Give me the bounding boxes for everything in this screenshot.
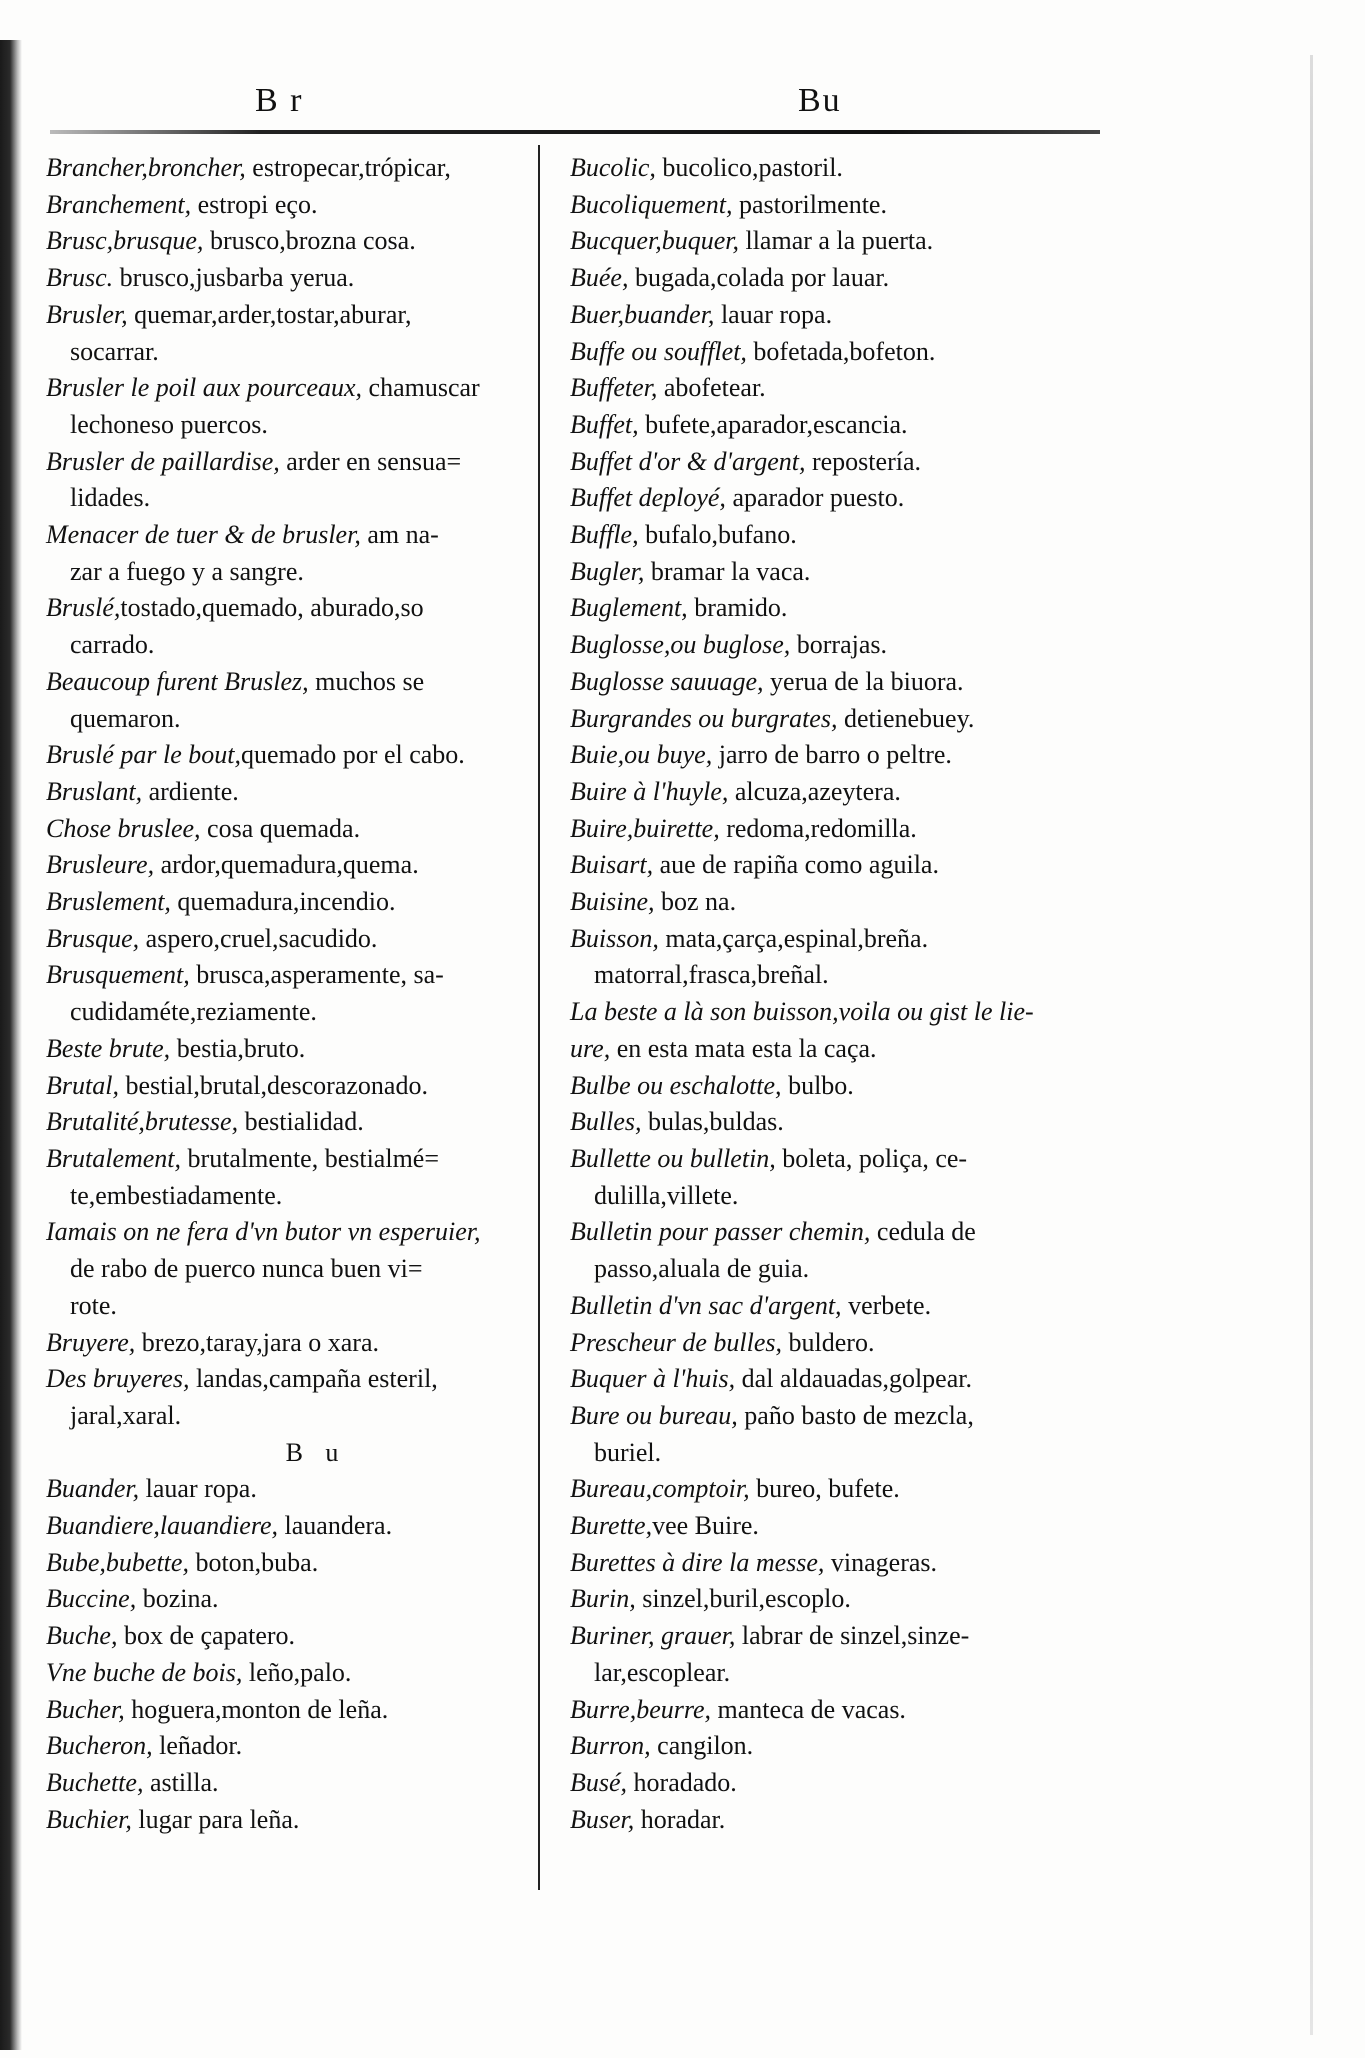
entry-definition: bufete,aparador,escancia. — [638, 409, 908, 439]
entry-definition: aue de rapiña como aguila. — [653, 850, 939, 880]
dictionary-entry — [570, 1618, 1090, 1655]
entry-definition: socarrar. — [70, 336, 159, 366]
entry-headword: Brusleure, — [46, 850, 155, 880]
dictionary-entry — [46, 1581, 526, 1618]
dictionary-entry — [46, 1325, 526, 1362]
entry-definition: buriel. — [594, 1437, 662, 1467]
entry-definition: lidades. — [70, 483, 151, 513]
dictionary-entry — [46, 1618, 526, 1655]
entry-headword: Buer,buander, — [570, 299, 715, 329]
entry-headword: Buffeter, — [570, 373, 658, 403]
dictionary-entry — [570, 554, 1090, 591]
dictionary-entry — [570, 1031, 1090, 1068]
entry-definition: bestialidad. — [238, 1107, 364, 1137]
entry-headword: Bruslé, — [46, 593, 121, 623]
entry-headword: Buglosse,ou buglose, — [570, 630, 791, 660]
entry-definition: estropi eço. — [191, 189, 318, 219]
dictionary-entry — [46, 737, 526, 774]
entry-definition: chamuscar — [362, 373, 480, 403]
entry-definition: ardor,quemadura,quema. — [154, 850, 419, 880]
entry-definition: quemar,arder,tostar,aburar, — [127, 299, 412, 329]
entry-continuation — [570, 1435, 1090, 1472]
entry-definition: lauandera. — [278, 1511, 393, 1541]
dictionary-entry — [570, 1068, 1090, 1105]
entry-definition: ardiente. — [142, 776, 239, 806]
entry-headword: Brusc,brusque, — [46, 226, 204, 256]
entry-definition: boleta, poliça, ce- — [775, 1143, 968, 1173]
entry-continuation — [570, 957, 1090, 994]
entry-headword: Buglement, — [570, 593, 688, 623]
entry-definition: cosa quemada. — [200, 813, 361, 843]
entry-headword: Buriner, grauer, — [570, 1621, 736, 1651]
entry-definition: horadar. — [634, 1804, 726, 1834]
entry-definition: brutalmente, bestialmé= — [181, 1143, 439, 1173]
dictionary-entry — [46, 590, 526, 627]
entry-definition: redoma,redomilla. — [719, 813, 917, 843]
dictionary-entry — [570, 1692, 1090, 1729]
entry-headword: Burette, — [570, 1511, 653, 1541]
dictionary-entry — [570, 1288, 1090, 1325]
dictionary-entry — [46, 1508, 526, 1545]
entry-definition: mata,çarça,espinal,breña. — [658, 923, 929, 953]
entry-definition: labrar de sinzel,sinze- — [735, 1621, 970, 1651]
dictionary-entry — [570, 370, 1090, 407]
entry-headword: Bure ou bureau, — [570, 1400, 738, 1430]
entry-definition: bramar la vaca. — [644, 556, 811, 586]
dictionary-entry — [570, 701, 1090, 738]
dictionary-entry — [46, 847, 526, 884]
entry-headword: Des bruyeres, — [46, 1364, 190, 1394]
left-column — [46, 150, 526, 1838]
entry-headword: Brusque, — [46, 923, 140, 953]
entry-headword: Buie,ou buye, — [570, 740, 713, 770]
right-column — [570, 150, 1090, 1838]
dictionary-entry — [570, 517, 1090, 554]
dictionary-entry — [570, 1214, 1090, 1251]
entry-definition: bureo, bufete. — [749, 1474, 900, 1504]
dictionary-entry — [570, 1765, 1090, 1802]
entry-definition: passo,aluala de guia. — [594, 1254, 810, 1284]
entry-headword: Bruslant, — [46, 776, 143, 806]
entry-continuation — [46, 554, 526, 591]
dictionary-entry — [46, 1104, 526, 1141]
dictionary-entry — [46, 1802, 526, 1839]
dictionary-entry — [46, 517, 526, 554]
column-divider — [538, 145, 540, 1890]
dictionary-entry — [570, 664, 1090, 701]
entry-continuation — [46, 627, 526, 664]
entry-definition: sinzel,buril,escoplo. — [635, 1584, 851, 1614]
entry-definition: leño,palo. — [242, 1657, 352, 1687]
entry-headword: Bucher, — [46, 1694, 125, 1724]
dictionary-entry — [570, 1728, 1090, 1765]
entry-definition: bozina. — [136, 1584, 219, 1614]
entry-headword: Bullette ou bulletin, — [570, 1143, 776, 1173]
entry-definition: jaral,xaral. — [70, 1400, 182, 1430]
dictionary-entry — [46, 811, 526, 848]
entry-headword: Buser, — [570, 1804, 635, 1834]
entry-headword: Bruyere, — [46, 1327, 136, 1357]
dictionary-entry — [570, 1398, 1090, 1435]
entry-continuation — [46, 1251, 526, 1288]
dictionary-entry — [570, 223, 1090, 260]
entry-headword: Buffet, — [570, 409, 639, 439]
entry-headword: Brancher,broncher, — [46, 153, 246, 182]
dictionary-entry — [46, 150, 526, 187]
entry-definition: abofetear. — [657, 373, 766, 403]
entry-definition: borrajas. — [790, 630, 888, 660]
entry-definition: matorral,frasca,breñal. — [594, 960, 829, 990]
entry-headword: Burgrandes ou burgrates, — [570, 703, 838, 733]
entry-headword: Iamais on ne fera d'vn butor vn esperuier, — [46, 1217, 481, 1247]
entry-definition: bestial,brutal,descorazonado. — [118, 1070, 428, 1100]
entry-definition: cudidaméte,reziamente. — [70, 997, 317, 1027]
entry-definition: rote. — [70, 1290, 117, 1320]
entry-definition: manteca de vacas. — [711, 1694, 906, 1724]
entry-headword: Bulletin pour passer chemin, — [570, 1217, 871, 1247]
entry-definition: arder en sensua= — [279, 446, 462, 476]
entry-headword: Beaucoup furent Bruslez, — [46, 666, 309, 696]
dictionary-entry — [570, 407, 1090, 444]
entry-definition: vee Buire. — [652, 1511, 759, 1541]
entry-headword: Bugler, — [570, 556, 645, 586]
entry-headword: Buffe ou soufflet, — [570, 336, 747, 366]
entry-headword: Buire à l'huyle, — [570, 776, 729, 806]
entry-headword: Bube,bubette, — [46, 1547, 189, 1577]
entry-definition: vinageras. — [824, 1547, 938, 1577]
entry-headword: Buchette, — [46, 1767, 144, 1797]
header-rule — [50, 130, 1100, 134]
entry-definition: pastorilmente. — [732, 189, 887, 219]
dictionary-entry — [46, 1214, 526, 1251]
entry-definition: buldero. — [782, 1327, 875, 1357]
entry-continuation — [46, 407, 526, 444]
page-edge — [1310, 55, 1313, 2035]
entry-headword: Beste brute, — [46, 1033, 171, 1063]
entry-headword: Menacer de tuer & de brusler, — [46, 520, 361, 550]
entry-headword: Buffet deployé, — [570, 483, 726, 513]
dictionary-entry — [570, 1141, 1090, 1178]
dictionary-entry — [570, 444, 1090, 481]
dictionary-entry — [46, 1471, 526, 1508]
entry-headword: Brusquement, — [46, 960, 190, 990]
dictionary-entry — [46, 1068, 526, 1105]
entry-definition: llamar a la puerta. — [738, 226, 934, 256]
entry-headword: Branchement, — [46, 189, 192, 219]
dictionary-entry — [570, 1802, 1090, 1839]
entry-headword: Brusler de paillardise, — [46, 446, 280, 476]
entry-headword: Buander, — [46, 1474, 140, 1504]
entry-definition: lechoneso puercos. — [70, 409, 268, 439]
dictionary-entry — [46, 1655, 526, 1692]
entry-definition: dal aldauadas,golpear. — [735, 1364, 972, 1394]
entry-definition: landas,campaña esteril, — [189, 1364, 438, 1394]
entry-definition: cangilon. — [650, 1731, 754, 1761]
entry-continuation — [46, 994, 526, 1031]
dictionary-entry — [46, 884, 526, 921]
entry-headword: Burron, — [570, 1731, 651, 1761]
section-heading: B u — [285, 1437, 347, 1467]
entry-definition: paño basto de mezcla, — [737, 1400, 974, 1430]
entry-definition: hoguera,monton de leña. — [124, 1694, 389, 1724]
entry-headword: Burre,beurre, — [570, 1694, 712, 1724]
dictionary-entry — [46, 1692, 526, 1729]
book-spine-shadow — [0, 40, 22, 2050]
entry-headword: Bucheron, — [46, 1731, 153, 1761]
entry-headword: Bulles, — [570, 1107, 642, 1137]
entry-definition: repostería. — [805, 446, 921, 476]
dictionary-entry — [570, 334, 1090, 371]
entry-headword: Buquer à l'huis, — [570, 1364, 736, 1394]
dictionary-entry — [570, 1545, 1090, 1582]
dictionary-entry — [46, 664, 526, 701]
dictionary-entry — [46, 187, 526, 224]
running-head-left: B r — [255, 82, 304, 119]
entry-definition: brusco,jusbarba yerua. — [113, 263, 355, 293]
entry-headword: Bulbe ou eschalotte, — [570, 1070, 782, 1100]
entry-definition: bucolico,pastoril. — [655, 153, 843, 182]
entry-headword: Buisine, — [570, 887, 655, 917]
entry-definition: te,embestiadamente. — [70, 1180, 283, 1210]
entry-headword: Brusler, — [46, 299, 128, 329]
dictionary-entry — [46, 1765, 526, 1802]
dictionary-entry — [46, 1141, 526, 1178]
entry-definition: detienebuey. — [837, 703, 975, 733]
dictionary-entry — [570, 847, 1090, 884]
entry-definition: lar,escoplear. — [594, 1657, 731, 1687]
entry-definition: astilla. — [143, 1767, 219, 1797]
entry-definition: boz na. — [654, 887, 737, 917]
dictionary-entry — [570, 297, 1090, 334]
dictionary-entry — [570, 774, 1090, 811]
entry-headword: Busé, — [570, 1767, 628, 1797]
dictionary-entry — [570, 627, 1090, 664]
entry-definition: carrado. — [70, 630, 155, 660]
dictionary-entry — [46, 1031, 526, 1068]
entry-headword: Buffet d'or & d'argent, — [570, 446, 806, 476]
entry-definition: bramido. — [687, 593, 788, 623]
dictionary-entry — [570, 884, 1090, 921]
entry-definition: de rabo de puerco nunca buen vi= — [70, 1254, 423, 1284]
entry-headword: Buisson, — [570, 923, 659, 953]
entry-headword: Buée, — [570, 263, 629, 293]
entry-definition: horadado. — [627, 1767, 737, 1797]
entry-definition: quemado por el cabo. — [241, 740, 465, 770]
dictionary-entry — [46, 1361, 526, 1398]
dictionary-entry — [570, 811, 1090, 848]
entry-definition: brusco,brozna cosa. — [203, 226, 416, 256]
dictionary-entry — [570, 1361, 1090, 1398]
entry-definition: cedula de — [870, 1217, 976, 1247]
entry-definition: bofetada,bofeton. — [746, 336, 936, 366]
entry-headword: Buglosse sauuage, — [570, 666, 764, 696]
entry-definition: alcuza,azeytera. — [728, 776, 901, 806]
entry-definition: verbete. — [841, 1290, 932, 1320]
entry-definition: leñador. — [152, 1731, 243, 1761]
entry-headword: ure, — [570, 1033, 611, 1063]
entry-headword: Brutal, — [46, 1070, 119, 1100]
entry-definition: aparador puesto. — [725, 483, 905, 513]
entry-headword: Bruslement, — [46, 887, 171, 917]
dictionary-entry — [46, 260, 526, 297]
entry-definition: brusca,asperamente, sa- — [189, 960, 444, 990]
entry-definition: bugada,colada por lauar. — [628, 263, 890, 293]
dictionary-entry — [46, 297, 526, 334]
dictionary-entry — [570, 994, 1090, 1031]
entry-definition: lugar para leña. — [131, 1804, 300, 1834]
entry-headword: Bulletin d'vn sac d'argent, — [570, 1290, 842, 1320]
dictionary-entry — [46, 1728, 526, 1765]
entry-definition: lauar ropa. — [714, 299, 833, 329]
entry-headword: Buire,buirette, — [570, 813, 720, 843]
entry-headword: Vne buche de bois, — [46, 1657, 243, 1687]
entry-continuation — [46, 334, 526, 371]
entry-definition: quemaron. — [70, 703, 181, 733]
dictionary-entry — [46, 444, 526, 481]
entry-headword: Bucoliquement, — [570, 189, 733, 219]
entry-continuation — [46, 480, 526, 517]
entry-definition: tostado,quemado, aburado,so — [120, 593, 424, 623]
dictionary-entry — [570, 1325, 1090, 1362]
entry-headword: Bucolic, — [570, 153, 656, 182]
entry-headword: Buisart, — [570, 850, 654, 880]
entry-headword: Chose bruslee, — [46, 813, 201, 843]
entry-definition: aspero,cruel,sacudido. — [139, 923, 378, 953]
dictionary-entry — [46, 957, 526, 994]
entry-definition: en esta mata esta la caça. — [610, 1033, 877, 1063]
dictionary-entry — [570, 1508, 1090, 1545]
entry-headword: Buccine, — [46, 1584, 137, 1614]
dictionary-entry — [570, 150, 1090, 187]
entry-definition: bufalo,bufano. — [638, 520, 797, 550]
entry-continuation — [46, 1178, 526, 1215]
entry-headword: Buche, — [46, 1621, 118, 1651]
running-head-right: Bu — [798, 82, 842, 119]
dictionary-entry — [46, 223, 526, 260]
entry-definition: dulilla,villete. — [594, 1180, 739, 1210]
entry-headword: Buandiere,lauandiere, — [46, 1511, 279, 1541]
entry-headword: Bucquer,buquer, — [570, 226, 739, 256]
entry-definition: quemadura,incendio. — [170, 887, 396, 917]
entry-continuation — [46, 1398, 526, 1435]
entry-headword: Buffle, — [570, 520, 639, 550]
dictionary-entry — [570, 1581, 1090, 1618]
dictionary-entry — [46, 921, 526, 958]
entry-definition: bestia,bruto. — [170, 1033, 306, 1063]
dictionary-entry — [570, 1471, 1090, 1508]
entry-headword: La beste a là son buisson,voila ou gist le lie- — [570, 997, 1034, 1027]
dictionary-entry — [570, 187, 1090, 224]
entry-headword: Brutalité,brutesse, — [46, 1107, 239, 1137]
dictionary-entry — [570, 590, 1090, 627]
entry-headword: Brusc. — [46, 263, 114, 293]
dictionary-entry — [570, 737, 1090, 774]
entry-headword: Burettes à dire la messe, — [570, 1547, 825, 1577]
dictionary-entry — [570, 260, 1090, 297]
entry-definition: am na- — [360, 520, 439, 550]
entry-definition: zar a fuego y a sangre. — [70, 556, 304, 586]
entry-continuation — [46, 701, 526, 738]
entry-continuation — [570, 1655, 1090, 1692]
entry-headword: Brutalement, — [46, 1143, 182, 1173]
entry-headword: Bruslé par le bout, — [46, 740, 241, 770]
entry-definition: box de çapatero. — [117, 1621, 296, 1651]
entry-headword: Prescheur de bulles, — [570, 1327, 783, 1357]
entry-definition: yerua de la biuora. — [763, 666, 964, 696]
entry-definition: bulbo. — [781, 1070, 854, 1100]
entry-definition: estropecar,trópicar, — [245, 153, 451, 182]
dictionary-entry — [46, 1545, 526, 1582]
entry-definition: lauar ropa. — [139, 1474, 257, 1504]
entry-headword: Brusler le poil aux pourceaux, — [46, 373, 363, 403]
entry-continuation — [570, 1251, 1090, 1288]
entry-headword: Burin, — [570, 1584, 636, 1614]
dictionary-entry — [46, 774, 526, 811]
entry-definition: bulas,buldas. — [641, 1107, 784, 1137]
entry-continuation — [46, 1288, 526, 1325]
dictionary-entry — [570, 921, 1090, 958]
dictionary-entry — [46, 370, 526, 407]
entry-definition: brezo,taray,jara o xara. — [135, 1327, 379, 1357]
entry-definition: boton,buba. — [188, 1547, 319, 1577]
dictionary-entry — [570, 1104, 1090, 1141]
entry-definition: jarro de barro o peltre. — [712, 740, 952, 770]
dictionary-entry — [570, 480, 1090, 517]
entry-headword: Buchier, — [46, 1804, 132, 1834]
entry-continuation — [570, 1178, 1090, 1215]
entry-headword: Bureau,comptoir, — [570, 1474, 750, 1504]
entry-definition: muchos se — [308, 666, 425, 696]
